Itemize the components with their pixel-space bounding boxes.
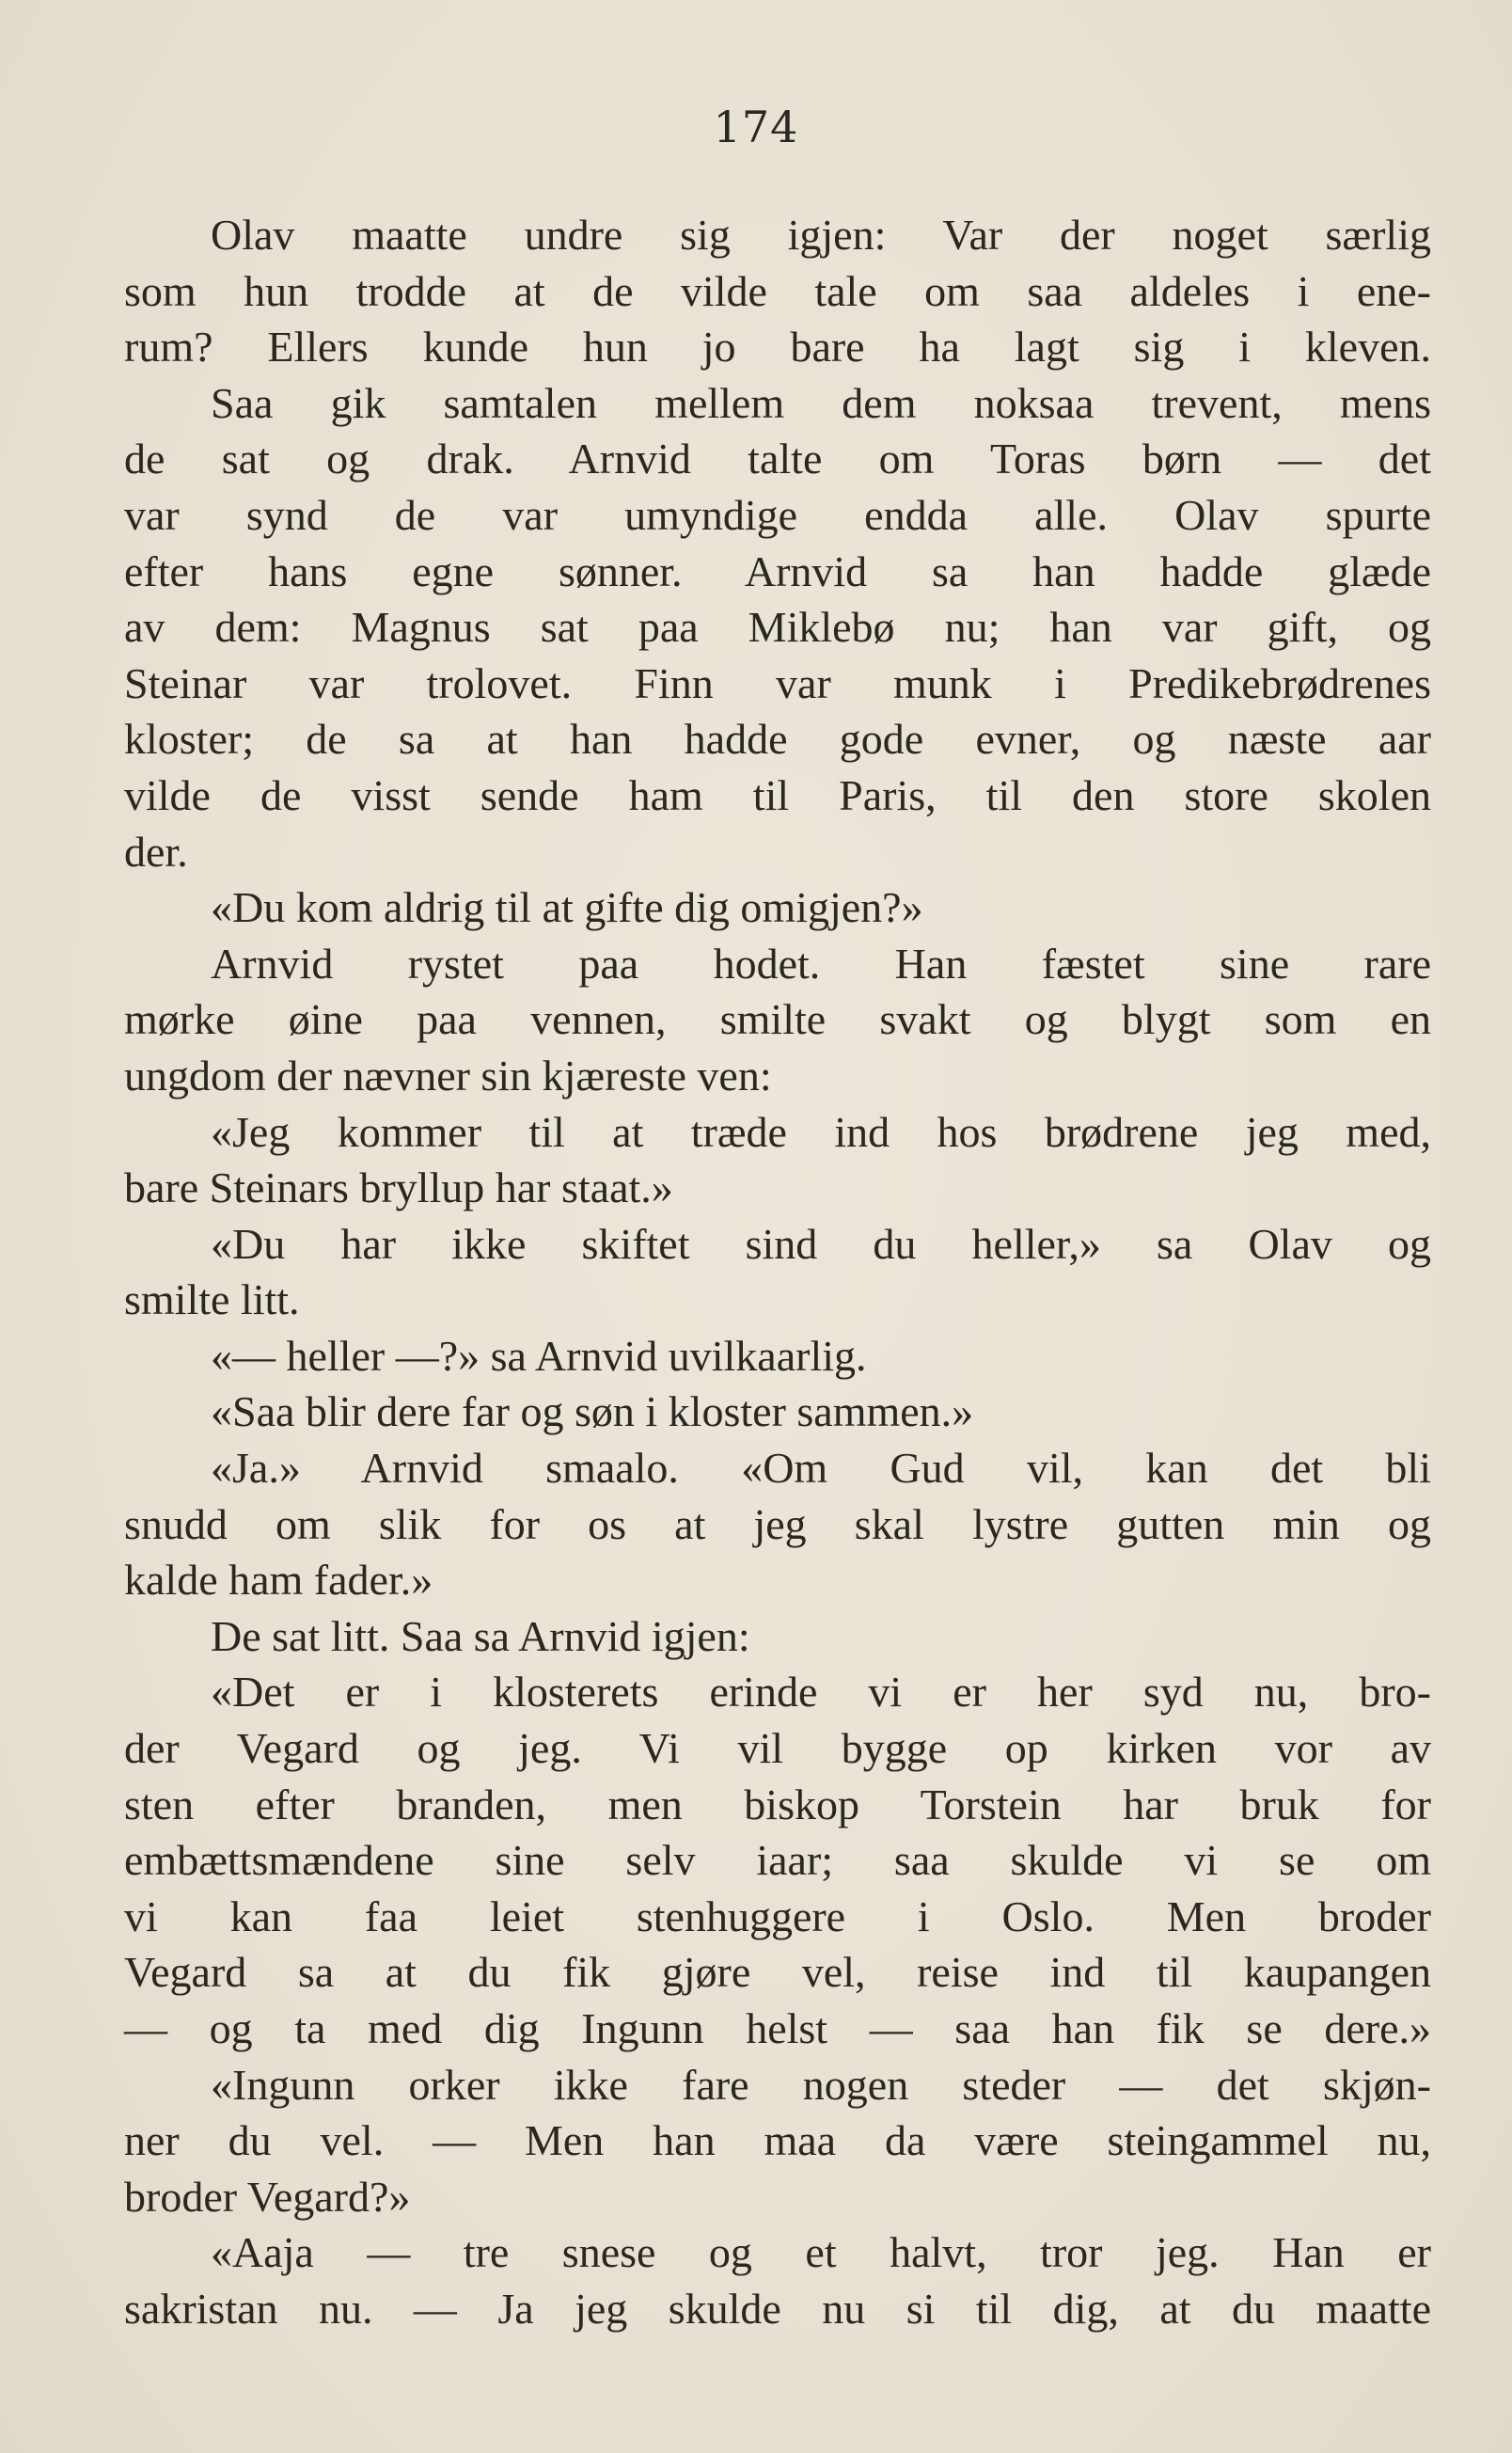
text-line: broder Vegard?» bbox=[124, 2172, 411, 2221]
text-line: sten efter branden, men biskop Torstein har bruk for bbox=[124, 1780, 1431, 1828]
text-line: «— heller —?» sa Arnvid uvilkaarlig. bbox=[211, 1331, 867, 1380]
text-line: «Det er i klosterets erinde vi er her syd nu, bro- bbox=[211, 1668, 1431, 1717]
text-line: Vegard sa at du fik gjøre vel, reise ind til kaupangen bbox=[124, 1948, 1431, 1997]
text-line: Saa gik samtalen mellem dem noksaa trevent, mens bbox=[211, 378, 1431, 427]
text-line: de sat og drak. Arnvid talte om Toras børn — det bbox=[124, 435, 1431, 483]
text-line: ner du vel. — Men han maa da være steingammel nu, bbox=[124, 2116, 1431, 2165]
body-text bbox=[124, 207, 1431, 2337]
text-line: «Aaja — tre snese og et halvt, tror jeg. Han er bbox=[211, 2228, 1431, 2277]
text-line: Steinar var trolovet. Finn var munk i Predikebrødrenes bbox=[124, 658, 1431, 707]
text-line: der. bbox=[124, 827, 188, 876]
text-line: var synd de var umyndige endda alle. Olav spurte bbox=[124, 490, 1431, 539]
text-line: sakristan nu. — Ja jeg skulde nu si til dig, at du maatte bbox=[124, 2284, 1431, 2333]
text-line: vi kan faa leiet stenhuggere i Oslo. Men broder bbox=[124, 1891, 1431, 1940]
text-line: vilde de visst sende ham til Paris, til den store skolen bbox=[124, 770, 1431, 819]
text-line: «Ingunn orker ikke fare nogen steder — det skjøn- bbox=[211, 2060, 1431, 2109]
text-line: ungdom der nævner sin kjæreste ven: bbox=[124, 1051, 772, 1100]
text-line: snudd om slik for os at jeg skal lystre gutten min og bbox=[124, 1499, 1431, 1548]
text-line: der Vegard og jeg. Vi vil bygge op kirken vor av bbox=[124, 1724, 1431, 1773]
text-line: av dem: Magnus sat paa Miklebø nu; han var gift, og bbox=[124, 603, 1431, 652]
text-line: «Ja.» Arnvid smaalo. «Om Gud vil, kan det bli bbox=[211, 1444, 1431, 1493]
text-line: som hun trodde at de vilde tale om saa aldeles i ene- bbox=[124, 266, 1431, 315]
text-line: embættsmændene sine selv iaar; saa skulde vi se om bbox=[124, 1836, 1431, 1885]
text-line: Olav maatte undre sig igjen: Var der noget særlig bbox=[211, 211, 1431, 259]
page-number: 174 bbox=[713, 102, 799, 152]
text-line: — og ta med dig Ingunn helst — saa han fik se dere.» bbox=[124, 2004, 1431, 2052]
text-line: «Du har ikke skiftet sind du heller,» sa Olav og bbox=[211, 1219, 1431, 1268]
text-line: efter hans egne sønner. Arnvid sa han hadde glæde bbox=[124, 546, 1431, 595]
text-line: «Du kom aldrig til at gifte dig omigjen?» bbox=[211, 883, 923, 932]
text-line: smilte litt. bbox=[124, 1275, 300, 1324]
text-line: De sat litt. Saa sa Arnvid igjen: bbox=[211, 1611, 750, 1660]
text-line: kalde ham fader.» bbox=[124, 1556, 433, 1605]
text-line: bare Steinars bryllup har staat.» bbox=[124, 1163, 673, 1212]
text-line: «Saa blir dere far og søn i kloster sammen.» bbox=[211, 1387, 974, 1436]
text-line: Arnvid rystet paa hodet. Han fæstet sine rare bbox=[211, 939, 1431, 988]
text-line: kloster; de sa at han hadde gode evner, og næste aar bbox=[124, 715, 1431, 764]
text-line: mørke øine paa vennen, smilte svakt og blygt som en bbox=[124, 995, 1431, 1044]
text-line: «Jeg kommer til at træde ind hos brødrene jeg med, bbox=[211, 1107, 1431, 1156]
text-line: rum? Ellers kunde hun jo bare ha lagt sig i kleven. bbox=[124, 323, 1431, 372]
